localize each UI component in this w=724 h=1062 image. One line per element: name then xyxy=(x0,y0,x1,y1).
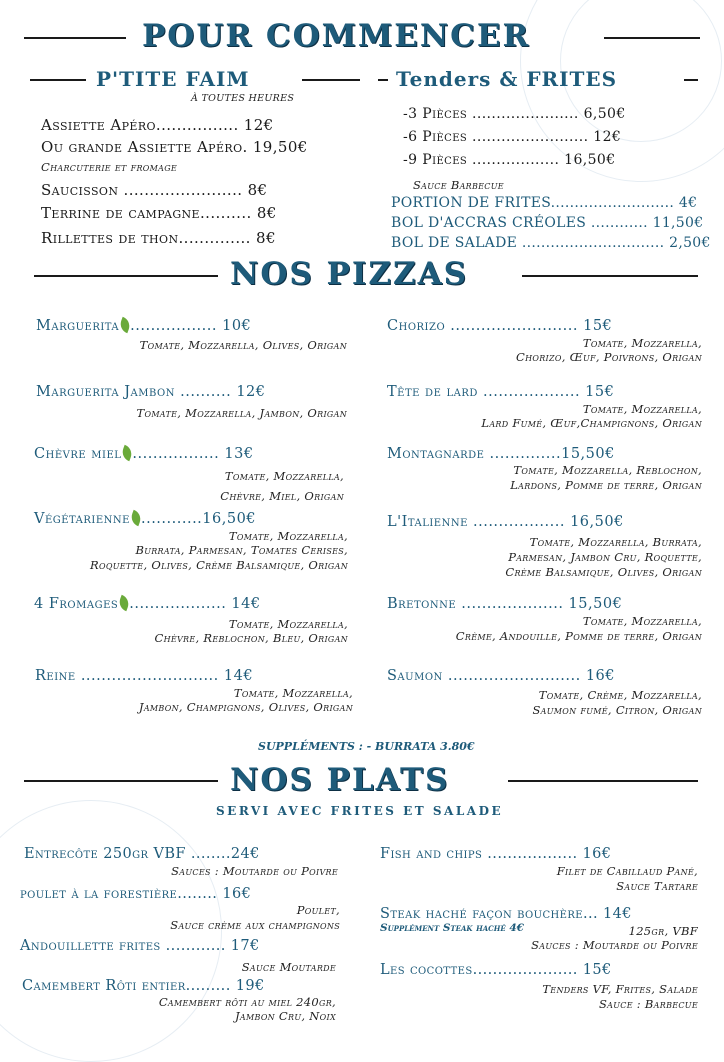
plat-details: Filet de Cabillaud Pané, xyxy=(556,864,698,878)
section-title-nos-pizzas: NOS PIZZAS xyxy=(230,256,469,292)
pizza-ingredients: Tomate, Mozzarella, xyxy=(582,614,702,628)
plat-name: Les cocottes..................... 15€ xyxy=(380,962,612,978)
plat-details: Sauce crème aux champignons xyxy=(170,918,340,932)
divider xyxy=(34,275,218,277)
pizza-ingredients: Tomate, Mozzarella, Reblochon, xyxy=(513,463,702,477)
pizza-ingredients: Tomate, Mozzarella, xyxy=(228,529,348,543)
pizza-ingredients: Tomate, Mozzarella, xyxy=(582,336,702,350)
pizza-ingredients: Tomate, Mozzarella, xyxy=(582,402,702,416)
divider xyxy=(24,37,126,39)
pizza-name: Chorizo ......................... 15€ xyxy=(387,318,613,334)
pizza-name: Marguerita Jambon .......... 12€ xyxy=(36,384,266,400)
plat-name: Steak haché façon bouchère... 14€ xyxy=(380,906,632,922)
menu-item: Saucisson ....................... 8€ xyxy=(41,181,268,199)
plat-details: Camembert rôti au miel 240gr, xyxy=(158,995,336,1009)
pizza-name: Montagnarde ..............15,50€ xyxy=(387,446,615,462)
menu-item: Terrine de campagne.......... 8€ xyxy=(41,204,277,222)
pizza-name: Saumon .......................... 16€ xyxy=(387,668,616,684)
divider xyxy=(378,79,388,81)
section-title-pour-commencer: POUR COMMENCER xyxy=(142,18,531,54)
plat-details: Tenders VF, Frites, Salade xyxy=(542,982,698,996)
pizza-name: Bretonne .................... 15,50€ xyxy=(387,596,623,612)
pizza-ingredients: Lard Fumé, Œuf,Champignons, Origan xyxy=(481,416,702,430)
pizza-ingredients: Tomate, Mozzarella, xyxy=(228,617,348,631)
plat-details: Sauces : Moutarde ou Poivre xyxy=(171,864,338,878)
pizza-name: Végétarienne ............16,50€ xyxy=(34,511,257,527)
plat-name: Andouillette frites ............ 17€ xyxy=(20,938,260,954)
pizza-ingredients: Parmesan, Jambon Cru, Roquette, xyxy=(508,550,702,564)
section-title-ptite-faim: P'TITE FAIM xyxy=(96,67,250,91)
divider xyxy=(604,37,700,39)
pizza-ingredients: Jambon, Champignons, Olives, Origan xyxy=(138,700,353,714)
divider xyxy=(302,79,360,81)
pizza-ingredients: Chorizo, Œuf, Poivrons, Origan xyxy=(515,350,702,364)
menu-item: -6 Pièces ........................ 12€ xyxy=(403,129,622,145)
menu-item: -9 Pièces .................. 16,50€ xyxy=(403,152,616,168)
pizza-ingredients: Tomate, Mozzarella, Olives, Origan xyxy=(139,338,347,352)
plat-details: Poulet, xyxy=(296,903,340,917)
pizza-name: Reine ........................... 14€ xyxy=(35,668,254,684)
section-note: SERVI AVEC FRITES ET SALADE xyxy=(216,804,504,818)
plat-name: Camembert Rôti entier......... 19€ xyxy=(22,978,265,994)
divider xyxy=(684,79,698,81)
plat-details: Sauce Moutarde xyxy=(241,960,336,974)
pizza-name: Chèvre miel ................. 13€ xyxy=(34,446,254,462)
divider xyxy=(24,780,218,782)
pizza-ingredients: Tomate, Mozzarella, xyxy=(224,469,344,483)
section-title-tenders: Tenders & FRITES xyxy=(396,67,618,91)
supplements-note: SUPPLÉMENTS : - BURRATA 3.80€ xyxy=(258,740,475,753)
pizza-ingredients: Tomate, Mozzarella, xyxy=(233,686,353,700)
pizza-ingredients: Burrata, Parmesan, Tomates Cerises, xyxy=(135,543,348,557)
plat-details: 125gr, VBF xyxy=(628,924,698,938)
plat-name: Entrecôte 250gr VBF ........24€ xyxy=(24,846,260,862)
plat-name: Fish and chips .................. 16€ xyxy=(380,846,612,862)
pizza-ingredients: Tomate, Crème, Mozzarella, xyxy=(538,688,702,702)
pizza-ingredients: Crème Balsamique, Olives, Origan xyxy=(505,565,702,579)
pizza-name: L'Italienne .................. 16,50€ xyxy=(387,514,624,530)
plat-supplement: Supplément Steak haché 4€ xyxy=(380,922,524,934)
pizza-ingredients: Tomate, Mozzarella, Burrata, xyxy=(529,535,702,549)
pizza-ingredients: Crème, Andouille, Pomme de terre, Origan xyxy=(455,629,702,643)
menu-item: Rillettes de thon.............. 8€ xyxy=(41,229,276,247)
pizza-name: 4 Fromages ................... 14€ xyxy=(34,596,261,612)
menu-item: Ou grande Assiette Apéro. 19,50€ xyxy=(41,138,308,156)
menu-item-note: Charcuterie et fromage xyxy=(41,160,178,174)
pizza-ingredients: Lardons, Pomme de terre, Origan xyxy=(510,478,702,492)
menu-item: PORTION DE FRITES.......................... 4€ xyxy=(391,195,698,211)
pizza-ingredients: Saumon fumé, Citron, Origan xyxy=(532,703,702,717)
divider xyxy=(522,275,698,277)
pizza-name: Tête de lard ................... 15€ xyxy=(387,384,615,400)
pizza-ingredients: Chèvre, Reblochon, Bleu, Origan xyxy=(154,631,348,645)
menu-item: -3 Pièces ...................... 6,50€ xyxy=(403,106,626,122)
menu-item: BOL DE SALADE .............................. 2,50€ xyxy=(391,235,711,251)
plat-details: Jambon Cru, Noix xyxy=(235,1009,336,1023)
section-note: À TOUTES HEURES xyxy=(191,93,295,104)
plat-details: Sauce Tartare xyxy=(616,879,698,893)
menu-item: Assiette Apéro................ 12€ xyxy=(41,116,274,134)
plat-details: Sauce : Barbecue xyxy=(598,997,698,1011)
plat-details: Sauces : Moutarde ou Poivre xyxy=(531,938,698,952)
pizza-ingredients: Roquette, Olives, Crème Balsamique, Origan xyxy=(90,558,348,572)
pizza-ingredients: Chèvre, Miel, Origan xyxy=(220,489,344,503)
menu-item: BOL D'ACCRAS CRÉOLES ............ 11,50€ xyxy=(391,215,704,231)
plat-name: poulet à la forestière........ 16€ xyxy=(20,886,252,902)
menu-item-note: Sauce Barbecue xyxy=(413,178,504,192)
divider xyxy=(508,780,698,782)
pizza-name: Marguerita ................. 10€ xyxy=(36,318,252,334)
pizza-ingredients: Tomate, Mozzarella, Jambon, Origan xyxy=(136,406,347,420)
section-title-nos-plats: NOS PLATS xyxy=(230,762,450,798)
divider xyxy=(30,79,86,81)
